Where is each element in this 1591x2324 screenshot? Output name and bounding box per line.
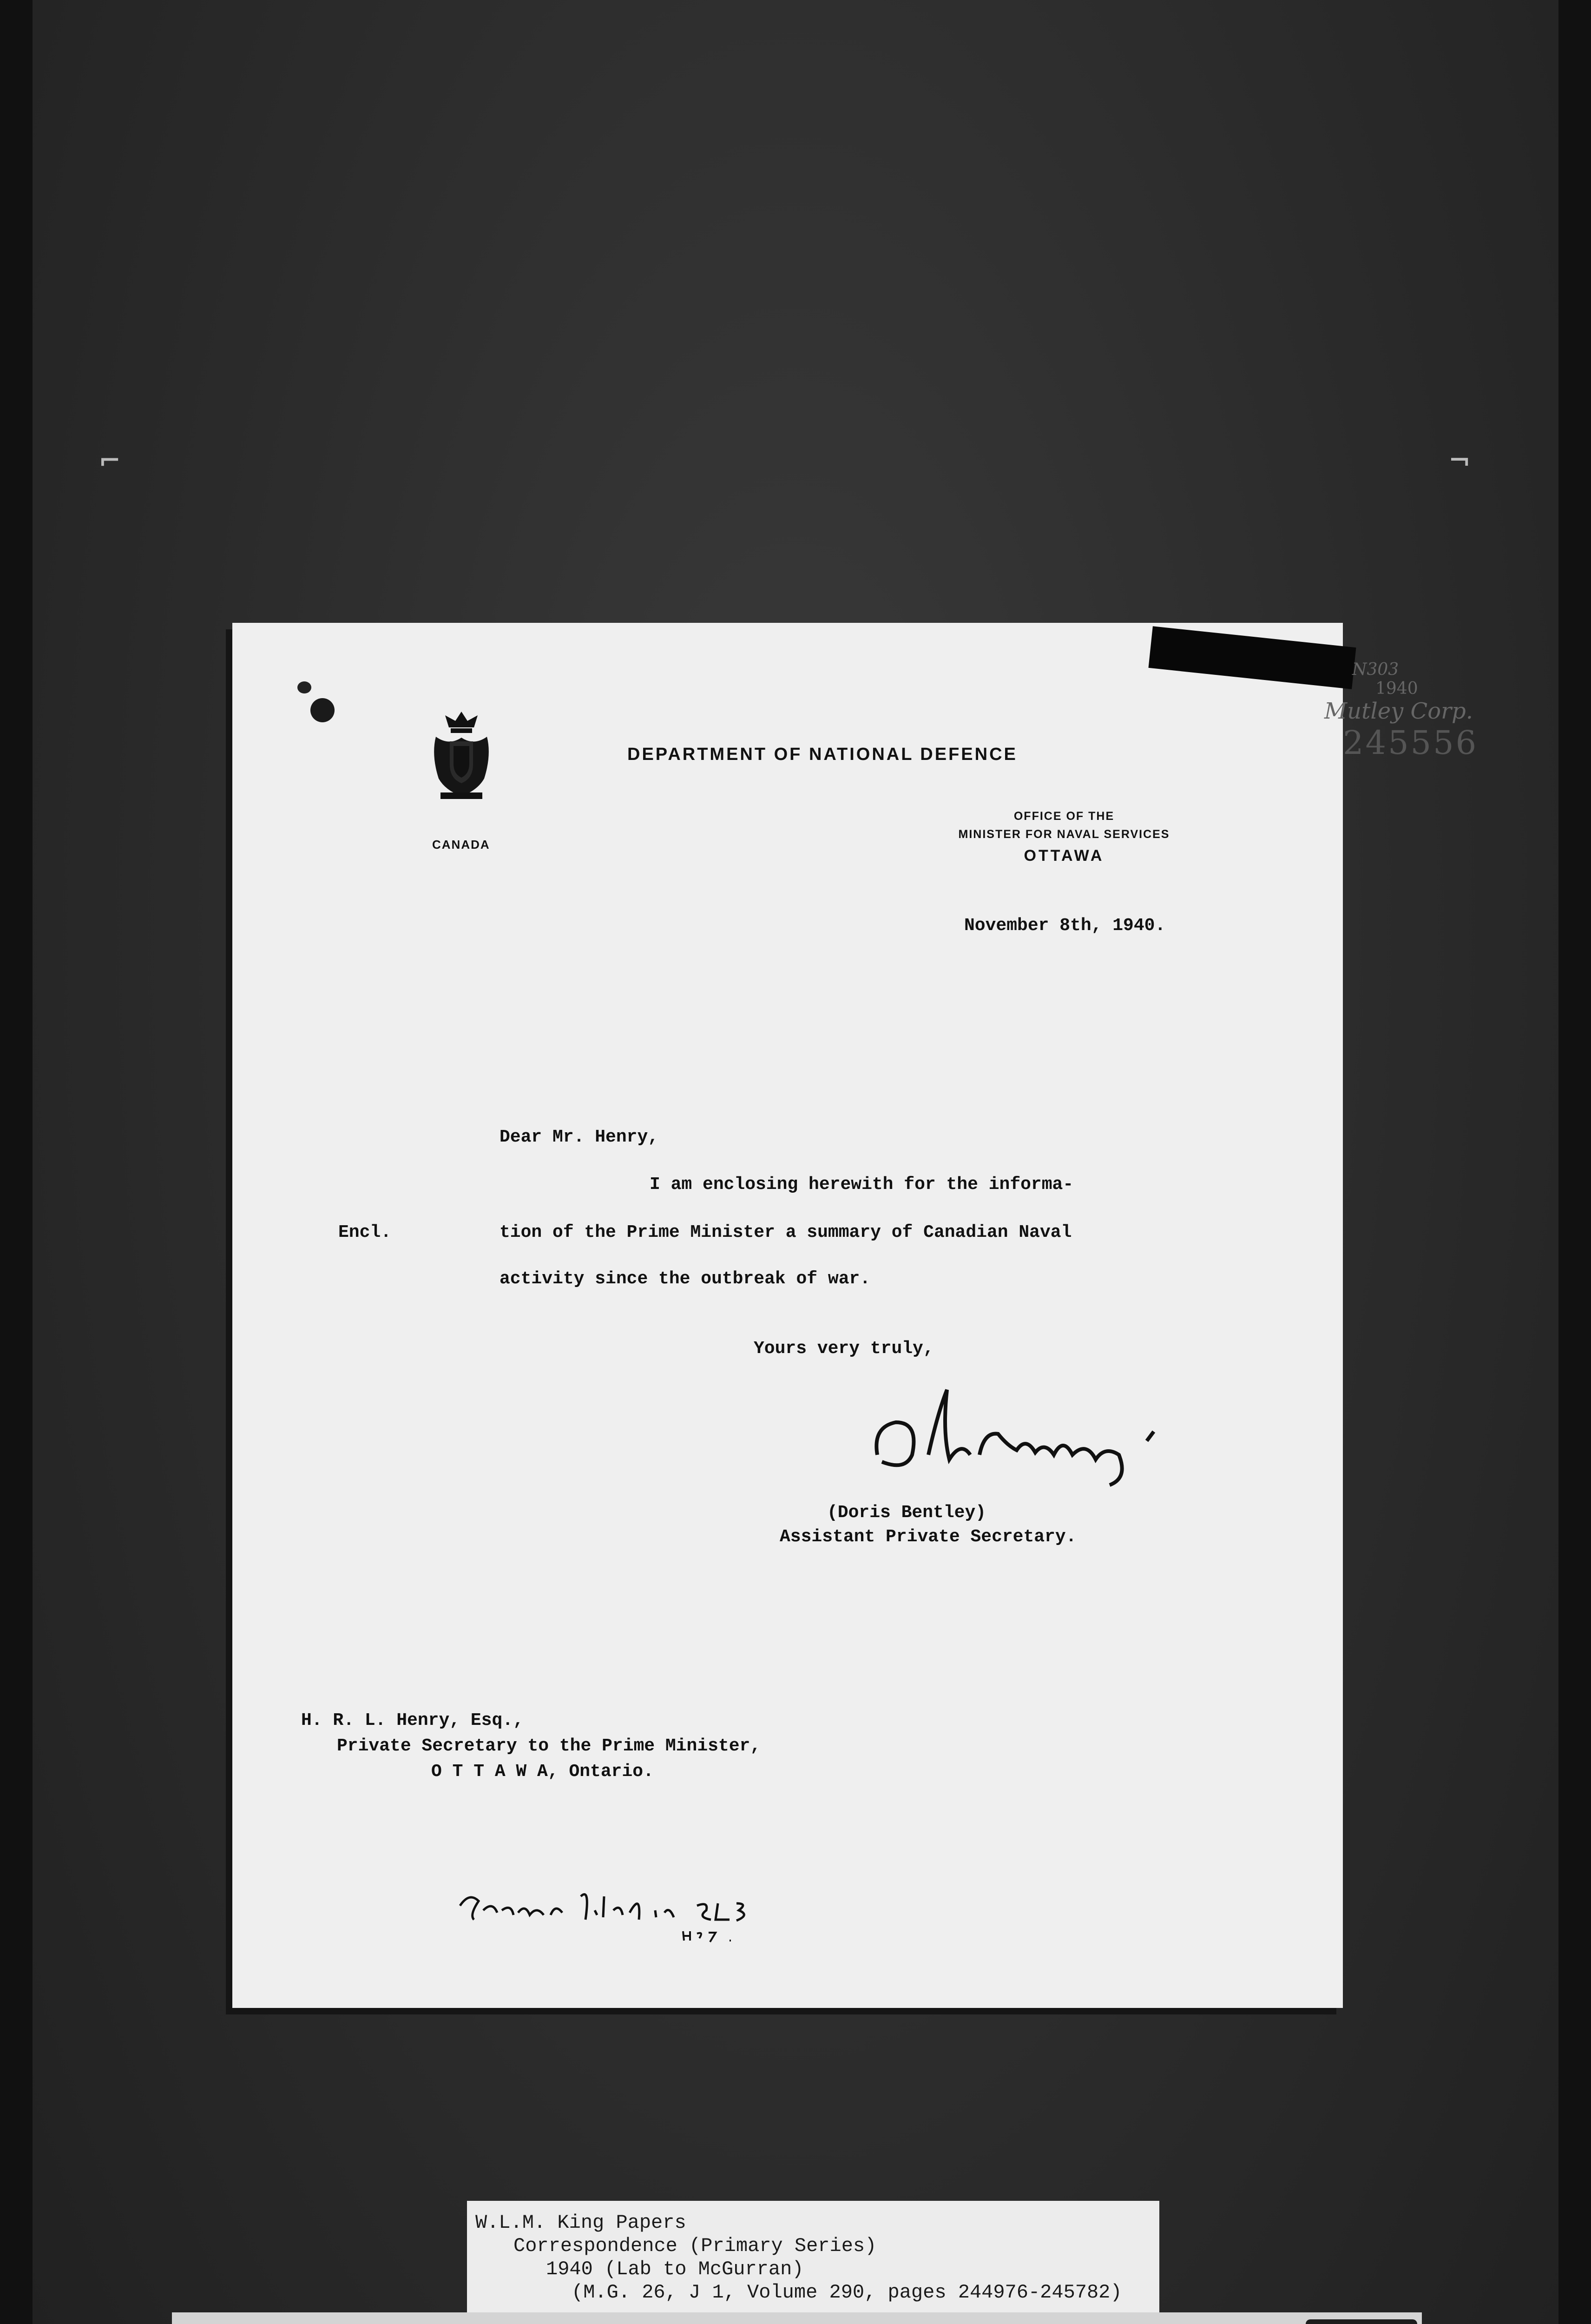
- crop-mark-left: ⌐: [100, 442, 120, 480]
- stamp-number: 245556: [1343, 723, 1479, 762]
- body-line-3: activity since the outbreak of war.: [500, 1269, 871, 1289]
- office-block: [920, 807, 1208, 868]
- archives-logo-icon: [1306, 2319, 1417, 2324]
- ref-line-1: W.L.M. King Papers: [475, 2212, 686, 2234]
- ref-line-4: (M.G. 26, J 1, Volume 290, pages 244976-245782): [572, 2281, 1122, 2304]
- canada-coat-of-arms-icon: [422, 709, 501, 802]
- recipient-title: Private Secretary to the Prime Minister,: [337, 1736, 761, 1756]
- archive-reference-label: [467, 2201, 1159, 2315]
- stamp-line-1: N303: [1352, 660, 1399, 679]
- body-line-1: I am enclosing herewith for the informa-: [650, 1175, 1074, 1195]
- letter-sheet: [232, 623, 1479, 2008]
- closing: Yours very truly,: [754, 1339, 934, 1359]
- office-city: OTTAWA: [1024, 846, 1104, 865]
- film-edge-right: [1558, 0, 1591, 2324]
- letter-date: November 8th, 1940.: [964, 916, 1166, 936]
- office-line-1: OFFICE OF THE: [1013, 810, 1115, 823]
- enclosure-note: Encl.: [338, 1222, 392, 1242]
- signer-title: Assistant Private Secretary.: [780, 1527, 1077, 1547]
- ref-line-2: Correspondence (Primary Series): [513, 2235, 877, 2257]
- paper-mark: [297, 681, 311, 693]
- punch-hole: [310, 698, 335, 722]
- signature-image: [868, 1385, 1165, 1487]
- crest-label: CANADA: [432, 838, 490, 852]
- stamp-note: Mutley Corp.: [1324, 698, 1473, 724]
- recipient-name: H. R. L. Henry, Esq.,: [301, 1710, 524, 1730]
- department-heading: DEPARTMENT OF NATIONAL DEFENCE: [627, 745, 1018, 764]
- body-line-2: tion of the Prime Minister a summary of Canadian Naval: [500, 1222, 1072, 1242]
- film-edge-left: [0, 0, 33, 2324]
- handwritten-note: [455, 1878, 781, 1943]
- public-archives-card: [172, 2312, 1422, 2324]
- crop-mark-right: ¬: [1450, 442, 1470, 480]
- ref-line-3: 1940 (Lab to McGurran): [546, 2258, 804, 2280]
- salutation: Dear Mr. Henry,: [500, 1127, 659, 1147]
- signer-name: (Doris Bentley): [827, 1503, 986, 1523]
- stamp-line-2: 1940: [1375, 679, 1418, 699]
- file-stamp: [1111, 660, 1478, 761]
- recipient-city: O T T A W A, Ontario.: [431, 1762, 654, 1782]
- office-line-2: MINISTER FOR NAVAL SERVICES: [958, 827, 1170, 841]
